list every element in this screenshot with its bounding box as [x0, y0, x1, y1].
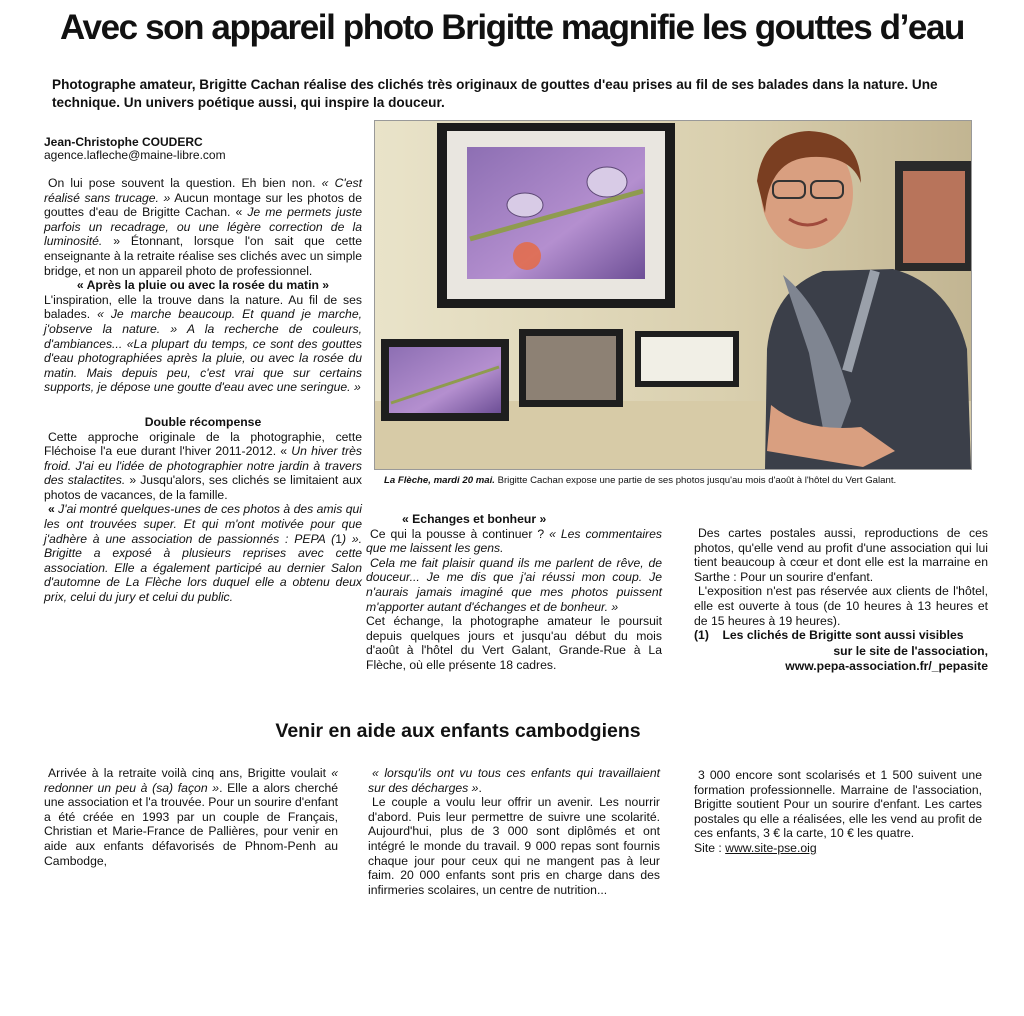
paragraph: Ce qui la pousse à continuer ? « Les commentaires que me laissent les gens. — [366, 526, 662, 556]
paragraph: Cet échange, la photographe amateur le poursuit depuis quelques jours et jusqu'au début du mois d'août à l'hôtel du Vert Galant, Grande-Rue à La Flèche, où elle présente 18 cadres. — [366, 614, 662, 672]
photo-caption: La Flèche, mardi 20 mai. Brigitte Cachan expose une partie de ses photos jusqu'au mois d'août à l'hôtel du Vert Galant. — [384, 475, 897, 486]
column-2 — [366, 512, 662, 673]
paragraph: 3 000 encore sont scolarisés et 1 500 suivent une formation professionnelle. Marraine de l'association, Brigitte soutient Pour un sourire d'enfant. Les cartes postales qu elle a réalisées, elle les vend au profit de ces enfants, 3 € la carte, 10 € les quatre. — [694, 768, 982, 841]
site-link[interactable]: www.site-pse.oig — [725, 840, 817, 855]
paragraph: « lorsqu'ils ont vu tous ces enfants qui travaillaient sur des décharges ». — [368, 766, 660, 795]
photo-illustration — [375, 121, 971, 469]
paragraph: L'inspiration, elle la trouve dans la nature. Au fil de ses balades. « Je marche beaucoup. Et quand je marche, j'observe la nature. » A la recherche de couleurs, d'ambiances... «La plupart du temps, ce sont des gouttes d'eau photographiées après la pluie, ou avec la rosée du matin. Mais depuis peu, c'est vrai que sur certains supports, je dépose une goutte d'eau avec une seringue. » — [44, 292, 362, 395]
author-email[interactable]: agence.lafleche@maine-libre.com — [44, 147, 226, 162]
paragraph: Cette approche originale de la photographie, cette Fléchoise l'a eue durant l'hiver 2011-2012. « Un hiver très froid. J'ai eu l'idée de photographier notre jardin à travers des stalactites. » Jusqu'alors, ses clichés se limitaient aux photos de vacances, de la famille. — [44, 429, 362, 502]
footnote-line: sur le site de l'association, — [833, 643, 988, 658]
paragraph: L'exposition n'est pas réservée aux clients de l'hôtel, elle est ouverte à tous (de 10 heures à 13 heures et de 15 heures à 19 heures). — [694, 584, 988, 628]
box-column-1 — [44, 766, 338, 868]
column-1 — [44, 176, 362, 605]
box-column-3 — [694, 768, 982, 856]
byline — [44, 136, 364, 161]
subheading: « Après la pluie ou avec la rosée du matin » — [76, 278, 330, 293]
paragraph: Arrivée à la retraite voilà cinq ans, Brigitte voulait « redonner un peu à (sa) façon ». Elle a alors cherché une association et l'a trouvée. Pour un sourire d'enfant a été créée en 1993 par un couple de Français, Christian et Marie-France de Pallières, pour venir en aide aux enfants défavorisés de Phnom-Penh au Cambodge, — [44, 766, 338, 868]
box-headline: Venir en aide aux enfants cambodgiens — [275, 720, 641, 742]
subheading: « Echanges et bonheur » — [402, 512, 547, 526]
author-name: Jean-Christophe COUDERC — [44, 135, 203, 149]
paragraph: Des cartes postales aussi, reproductions de ces photos, qu'elle vend au profit d'une association qui lui tient beaucoup à cœur et dont elle est la marraine en Sarthe : Pour un sourire d'enfant. — [694, 526, 988, 584]
article-headline: Avec son appareil photo Brigitte magnifie les gouttes d’eau — [59, 8, 965, 47]
site-line: Site : www.site-pse.oig — [694, 840, 817, 855]
footnote-line: (1) Les clichés de Brigitte sont aussi visibles — [694, 628, 964, 643]
box-column-2 — [368, 766, 660, 897]
column-3 — [694, 526, 988, 674]
paragraph: Le couple a voulu leur offrir un avenir. Les nourrir d'abord. Puis leur permettre de suivre une scolarité. Aujourd'hui, plus de 3 000 sont diplômés et ont intégré le monde du travail. 9 000 repas sont fournis chaque jour pour ceux qui ne mangent pas à leur faim. 20 000 enfants sont pris en charge dans des infirmeries scolaires, un centre de nutrition... — [368, 795, 660, 897]
paragraph: « J'ai montré quelques-unes de ces photos à des amis qui les ont trouvées super. Et qui m'ont motivée pour que j'adhère à une association de passionnés : PEPA (1) ». Brigitte a exposé à plusieurs reprises avec cette association. Elle a également participé au dernier Salon d'automne de La Flèche lors duquel elle a obtenu deux prix, celui du jury et celui du public. — [44, 502, 362, 605]
paragraph: Cela me fait plaisir quand ils me parlent de rêve, de douceur... Je me dis que j'ai réussi mon coup. Je n'aurais jamais imaginé que mes photos puissent m'apporter autant d'échanges et de bonheur. » — [366, 555, 662, 614]
article-lead: Photographe amateur, Brigitte Cachan réalise des clichés très originaux de gouttes d'eau prises au fil de ses balades dans la nature. Une technique. Un univers poétique aussi, qui inspire la douceur. — [52, 77, 938, 110]
subheading: Double récompense — [144, 414, 262, 429]
article-photo — [374, 120, 972, 470]
footnote-link[interactable]: www.pepa-association.fr/_pepasite — [785, 659, 988, 674]
paragraph: On lui pose souvent la question. Eh bien non. « C'est réalisé sans trucage. » Aucun montage sur les photos de gouttes d'eau de Brigitte Cachan. « Je me permets juste parfois un recadrage, ou une légère correction de la luminosité. » Étonnant, lorsque l'on sait que cette enseignante à la retraite réalise ses clichés avec un simple bridge, et non un appareil photo de professionnel. — [44, 176, 362, 278]
